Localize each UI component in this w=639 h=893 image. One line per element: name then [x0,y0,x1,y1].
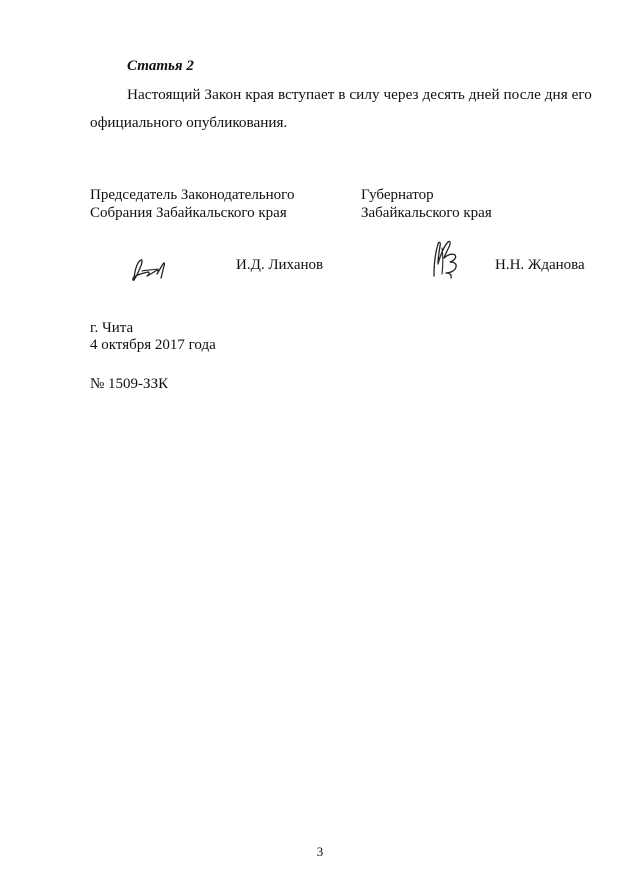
governor-name: Н.Н. Жданова [495,257,585,273]
chairman-position-line-2: Собрания Забайкальского края [90,205,287,221]
law-number: № 1509-ЗЗК [90,376,169,392]
governor-position-line-1: Губернатор [361,187,434,203]
chairman-signature-icon [128,252,172,284]
article-paragraph-line-2: официального опубликования. [90,114,288,131]
governor-position-line-2: Забайкальского края [361,205,492,221]
article-title: Статья 2 [127,58,194,74]
article-paragraph-line-1: Настоящий Закон края вступает в силу через десять дней после дня его [127,86,592,103]
signing-place: г. Чита [90,320,134,336]
signing-date: 4 октября 2017 года [90,337,216,353]
chairman-name: И.Д. Лиханов [236,257,324,273]
page-number: 3 [316,844,324,859]
chairman-position-line-1: Председатель Законодательного [90,187,295,203]
governor-signature-icon [428,236,464,282]
